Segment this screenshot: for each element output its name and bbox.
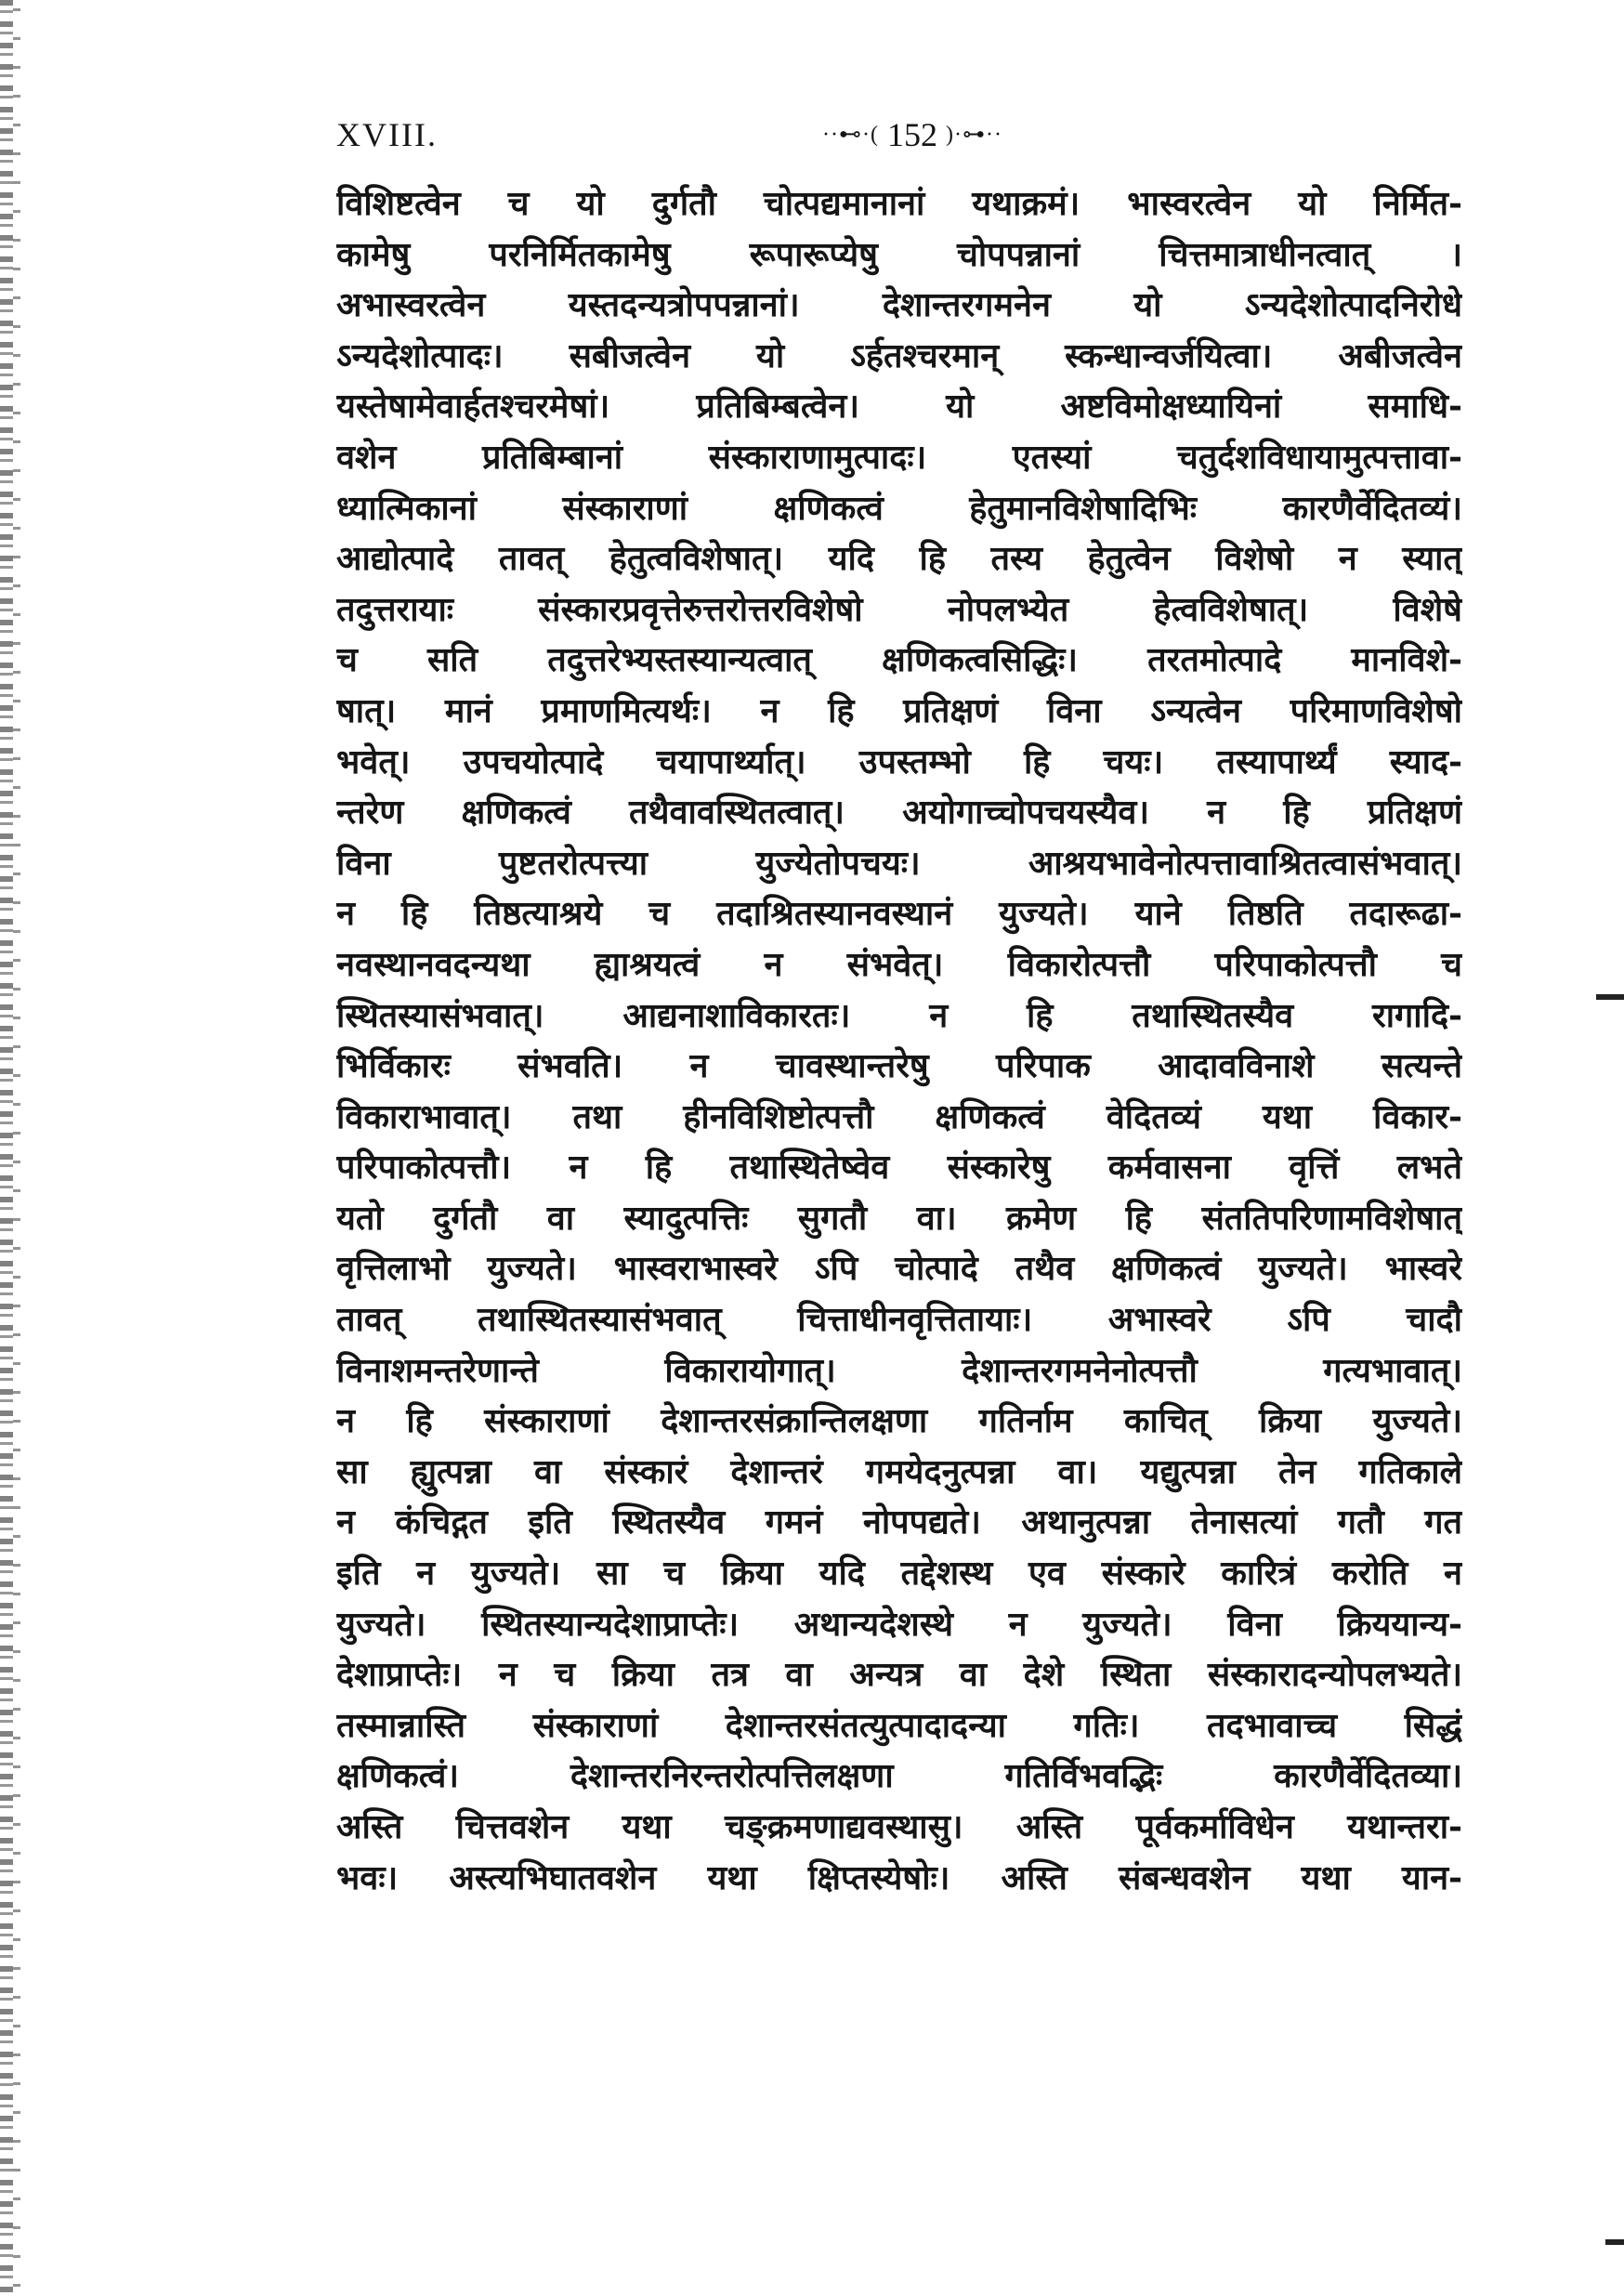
text-line: कामेषु परनिर्मितकामेषु रूपारूप्येषु चोपपन्नानां चित्तमात्राधीनत्वात् । <box>336 234 1462 274</box>
page-number: 152 <box>887 116 937 153</box>
text-line: युज्यते। स्थितस्यान्यदेशाप्राप्तेः। अथान्यदेशस्थे न युज्यते। विना क्रिययान्य- <box>336 1604 1462 1644</box>
text-line: षात्। मानं प्रमाणमित्यर्थः। न हि प्रतिक्षणं विना ऽन्यत्वेन परिमाणविशेषो <box>336 690 1462 730</box>
text-line: भिर्विकारः संभवति। न चावस्थान्तरेषु परिपाक आदावविनाशे सत्यन्ते <box>336 1046 1462 1086</box>
text-line: देशाप्राप्तेः। न च क्रिया तत्र वा अन्यत्र वा देशे स्थिता संस्कारादन्योपलभ्यते। <box>336 1655 1462 1695</box>
text-line: इति न युज्यते। सा च क्रिया यदि तद्देशस्थ एव संस्कारे कारित्रं करोति न <box>336 1554 1462 1594</box>
scan-edge-left <box>0 0 13 2296</box>
text-line: नवस्थानवदन्यथा ह्याश्रयत्वं न संभवेत्। विकारोत्पत्तौ परिपाकोत्पत्तौ च <box>336 944 1462 984</box>
text-line: विनाशमन्तरेणान्ते विकारायोगात्। देशान्तरगमनेनोत्पत्तौ गत्यभावात्। <box>336 1350 1462 1390</box>
text-line: अस्ति चित्तवशेन यथा चङ्क्रमणाद्यवस्थासु। अस्ति पूर्वकर्माविधेन यथान्तरा- <box>336 1807 1462 1846</box>
text-line: स्थितस्यासंभवात्। आद्यनाशाविकारतः। न हि तथास्थितस्यैव रागादि- <box>336 995 1462 1035</box>
scan-edge-left-inner <box>13 0 20 2296</box>
text-line: तदुत्तरायाः संस्कारप्रवृत्तेरुत्तरोत्तरविशेषो नोपलभ्येत हेत्वविशेषात्। विशेषे <box>336 589 1462 629</box>
text-line: च सति तदुत्तरेभ्यस्तस्यान्यत्वात् क्षणिकत्वसिद्धिः। तरतमोत्पादे मानविशे- <box>336 640 1462 680</box>
text-line: ऽन्यदेशोत्पादः। सबीजत्वेन यो ऽर्हतश्चरमान् स्कन्धान्वर्जयित्वा। अबीजत्वेन <box>336 335 1462 375</box>
text-line: सा ह्युत्पन्ना वा संस्कारं देशान्तरं गमयेदनुत्पन्ना वा। यद्युत्पन्ना तेन गतिकाले <box>336 1451 1462 1491</box>
text-line: ध्यात्मिकानां संस्काराणां क्षणिकत्वं हेतुमानविशेषादिभिः कारणैर्वेदितव्यं। <box>336 488 1462 528</box>
ornament-left: ··⊷·( <box>822 123 879 147</box>
scan-edge-mark <box>1596 994 1624 1000</box>
text-line: विना पुष्टतरोत्पत्त्या युज्येतोपचयः। आश्रयभावेनोत्पत्तावाश्रितत्वासंभवात्। <box>336 843 1462 883</box>
text-line: परिपाकोत्पत्तौ। न हि तथास्थितेष्वेव संस्कारेषु कर्मवासना वृत्तिं लभते <box>336 1148 1462 1187</box>
text-line: तस्मान्नास्ति संस्काराणां देशान्तरसंतत्युत्पादादन्या गतिः। तदभावाच्च सिद्धं <box>336 1705 1462 1745</box>
body-text <box>336 178 1462 1903</box>
text-line: न हि तिष्ठत्याश्रये च तदाश्रितस्यानवस्थानं युज्यते। याने तिष्ठति तदारूढा- <box>336 894 1462 934</box>
text-line: तावत् तथास्थितस्यासंभवात् चित्ताधीनवृत्तितायाः। अभास्वरे ऽपि चादौ <box>336 1300 1462 1340</box>
page-header <box>336 112 1460 160</box>
text-line: अभास्वरत्वेन यस्तदन्यत्रोपपन्नानां। देशान्तरगमनेन यो ऽन्यदेशोत्पादनिरोधे <box>336 285 1462 325</box>
page-number-group <box>773 115 1052 154</box>
scan-edge-mark <box>1605 2239 1624 2245</box>
ornament-right: )·⊶·· <box>946 123 1002 147</box>
text-line: वृत्तिलाभो युज्यते। भास्वराभास्वरे ऽपि चोत्पादे तथैव क्षणिकत्वं युज्यते। भास्वरे <box>336 1249 1462 1289</box>
text-line: न कंचिद्गत इति स्थितस्यैव गमनं नोपपद्यते। अथानुत्पन्ना तेनासत्यां गतौ गत <box>336 1502 1462 1542</box>
text-line: वशेन प्रतिबिम्बानां संस्काराणामुत्पादः। एतस्यां चतुर्दशविधायामुत्पत्तावा- <box>336 437 1462 477</box>
text-line: भवः। अस्त्यभिघातवशेन यथा क्षिप्तस्येषोः। अस्ति संबन्धवशेन यथा यान- <box>336 1857 1462 1897</box>
text-line: आद्योत्पादे तावत् हेतुत्वविशेषात्। यदि हि तस्य हेतुत्वेन विशेषो न स्यात् <box>336 539 1462 579</box>
text-line: यतो दुर्गतौ वा स्यादुत्पत्तिः सुगतौ वा। क्रमेण हि संततिपरिणामविशेषात् <box>336 1198 1462 1238</box>
text-line: न्तरेण क्षणिकत्वं तथैवावस्थितत्वात्। अयोगाच्चोपचयस्यैव। न हि प्रतिक्षणं <box>336 793 1462 833</box>
text-line: भवेत्। उपचयोत्पादे चयापार्थ्यात्। उपस्तम्भो हि चयः। तस्यापार्थ्यं स्याद- <box>336 741 1462 781</box>
text-line: विशिष्टत्वेन च यो दुर्गतौ चोत्पद्यमानानां यथाक्रमं। भास्वरत्वेन यो निर्मित- <box>336 184 1462 223</box>
text-line: यस्तेषामेवार्हतश्चरमेषां। प्रतिबिम्बत्वेन। यो अष्टविमोक्षध्यायिनां समाधि- <box>336 387 1462 426</box>
text-line: न हि संस्काराणां देशान्तरसंक्रान्तिलक्षणा गतिर्नाम काचित् क्रिया युज्यते। <box>336 1401 1462 1441</box>
text-line: क्षणिकत्वं। देशान्तरनिरन्तरोत्पत्तिलक्षणा गतिर्विभवद्भिः कारणैर्वेदितव्या। <box>336 1756 1462 1796</box>
text-line: विकाराभावात्। तथा हीनविशिष्टोत्पत्तौ क्षणिकत्वं वेदितव्यं यथा विकार- <box>336 1096 1462 1136</box>
signature-mark: XVIII. <box>336 116 438 153</box>
